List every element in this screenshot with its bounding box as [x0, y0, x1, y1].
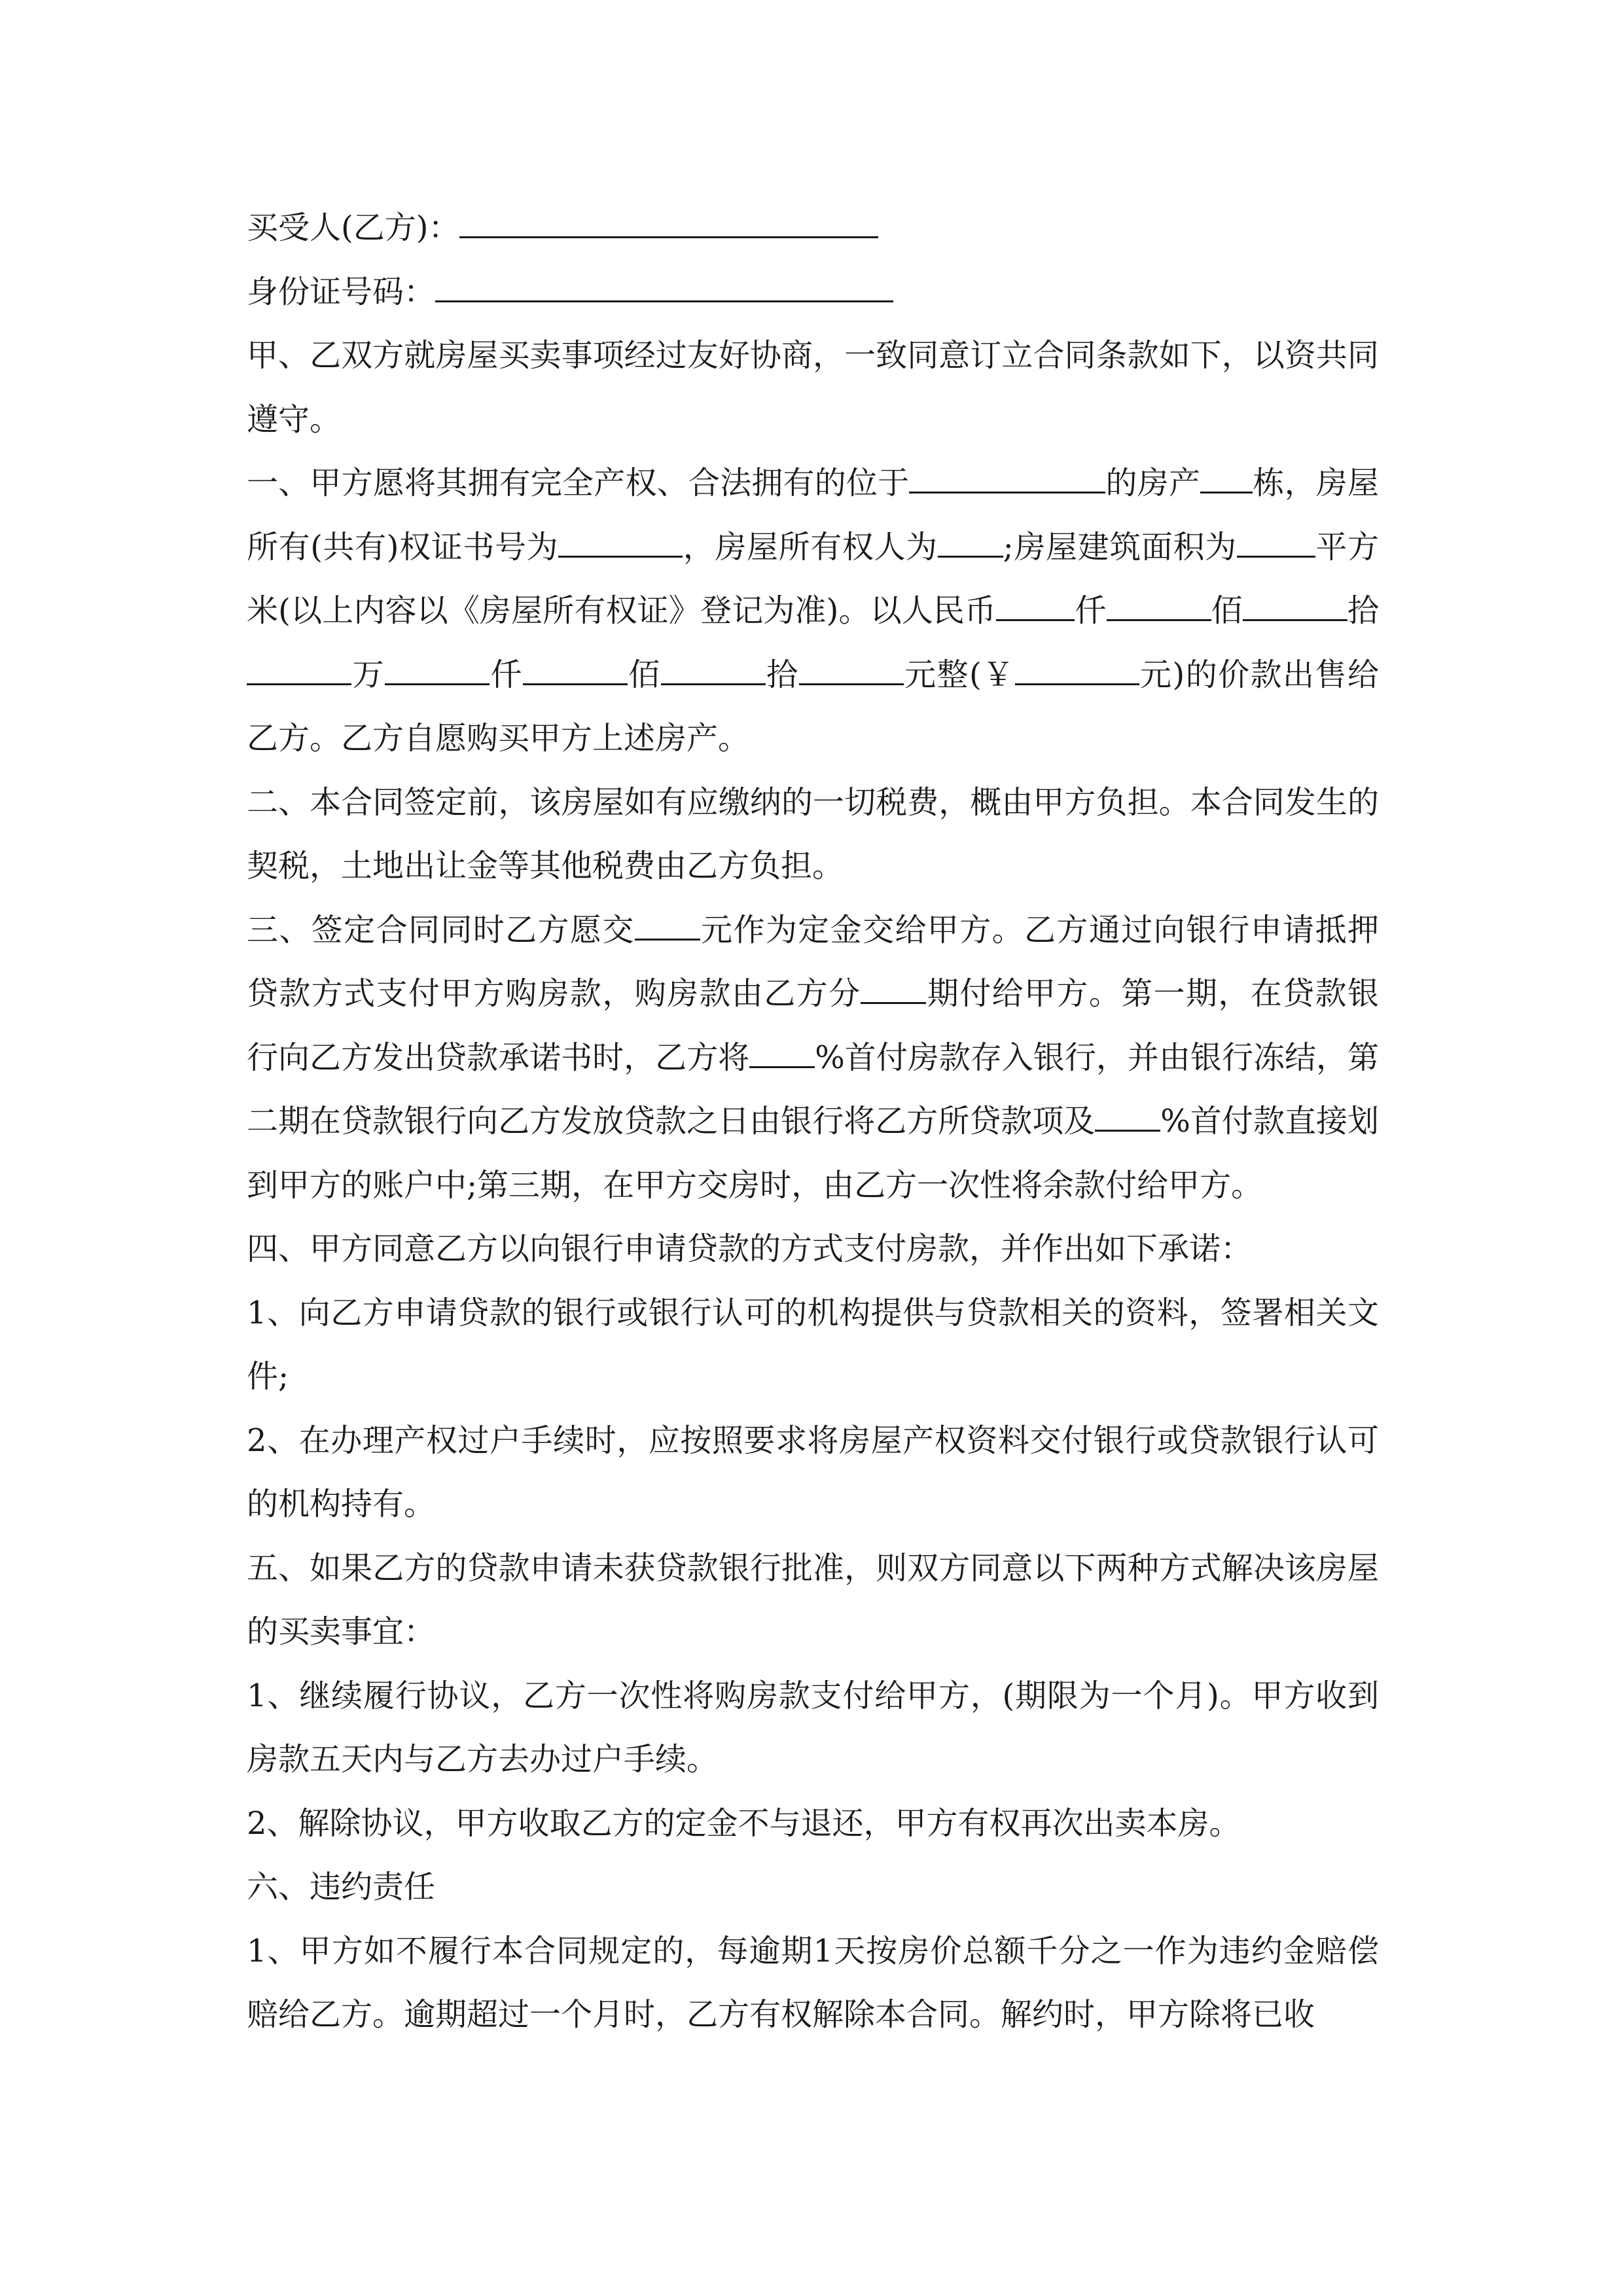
unit-yuan-yen: 元整(￥ — [903, 656, 1015, 693]
area-blank[interactable] — [1237, 527, 1315, 558]
article-5-item-2: 2、解除协议，甲方收取乙方的定金不与退还，甲方有权再次出卖本房。 — [247, 1804, 1241, 1842]
art1-text-1: 一、甲方愿将其拥有完全产权、合法拥有的位于 — [247, 465, 910, 501]
art1-text-7: 元)的价款出售给乙方。乙方自愿购买甲方上述房产。 — [247, 656, 1379, 757]
buyer-label: 买受人(乙方)： — [247, 209, 460, 246]
amount-blank-4[interactable] — [247, 655, 351, 685]
art1-text-6: 平方米(以上内容以《房屋所有权证》登记为准)。以人民币 — [247, 528, 1379, 629]
article-4-item-2: 2、在办理产权过户手续时，应按照要求将房屋产权资料交付银行或贷款银行认可的机构持有。 — [247, 1422, 1379, 1522]
id-number-blank[interactable] — [435, 272, 893, 302]
down-payment-percent-blank-2[interactable] — [1095, 1101, 1160, 1132]
art1-text-5: ;房屋建筑面积为 — [1003, 528, 1237, 565]
article-4-item-1: 1、向乙方申请贷款的银行或银行认可的机构提供与贷款相关的资料，签署相关文件; — [247, 1294, 1379, 1395]
amount-blank-8[interactable] — [799, 655, 904, 685]
certificate-number-blank[interactable] — [558, 527, 683, 558]
article-6-item-1: 1、甲方如不履行本合同规定的，每逾期1天按房价总额千分之一作为违约金赔偿赔给乙方。逾期超过一个月时，乙方有权解除本合同。解约时，甲方除将已收 — [247, 1932, 1379, 2033]
article-2: 二、本合同签定前，该房屋如有应缴纳的一切税费，概由甲方负担。本合同发生的契税，土地出让金等其他税费由乙方负担。 — [247, 783, 1379, 884]
art3-text-1: 三、签定合同同时乙方愿交 — [247, 911, 635, 948]
art3-text-4: %首付房款存入银行，并由银行冻结，第二期在贷款银行向乙方发放贷款之日由银行将乙方所贷款项及 — [247, 1039, 1379, 1139]
amount-figure-blank[interactable] — [1015, 655, 1139, 685]
id-label: 身份证号码： — [247, 273, 436, 310]
article-5-title: 五、如果乙方的贷款申请未获贷款银行批准，则双方同意以下两种方式解决该房屋的买卖事宜： — [247, 1549, 1379, 1650]
down-payment-percent-blank-1[interactable] — [749, 1037, 815, 1068]
art1-text-3: 栋，房屋所有(共有)权证书号为 — [247, 465, 1379, 565]
art1-text-4: ，房屋所有权人为 — [683, 528, 938, 565]
amount-blank-7[interactable] — [661, 655, 766, 685]
art3-text-5: %首付款直接划到甲方的账户中;第三期，在甲方交房时，由乙方一次性将余款付给甲方。 — [247, 1103, 1379, 1204]
art3-text-2: 元作为定金交给甲方。乙方通过向银行申请抵押贷款方式支付甲方购房款，购房款由乙方分 — [247, 911, 1379, 1012]
art3-text-3: 期付给甲方。第一期，在贷款银行向乙方发出贷款承诺书时，乙方将 — [247, 975, 1379, 1076]
art1-text-2: 的房产 — [1105, 465, 1201, 501]
building-blank[interactable] — [1200, 463, 1253, 493]
article-4-title: 四、甲方同意乙方以向银行申请贷款的方式支付房款，并作出如下承诺： — [247, 1230, 1253, 1267]
unit-shi-1: 拾 — [1347, 592, 1379, 629]
article-6-title: 六、违约责任 — [247, 1869, 436, 1905]
unit-qian-2: 仟 — [489, 656, 523, 693]
article-5-item-1: 1、继续履行协议，乙方一次性将购房款支付给甲方，(期限为一个月)。甲方收到房款五天内与乙方去办过户手续。 — [247, 1677, 1379, 1778]
intro-paragraph: 甲、乙双方就房屋买卖事项经过友好协商，一致同意订立合同条款如下，以资共同遵守。 — [247, 337, 1379, 438]
amount-blank-6[interactable] — [523, 655, 628, 685]
amount-blank-2[interactable] — [1107, 590, 1211, 621]
contract-body — [247, 196, 1379, 2047]
unit-wan: 万 — [351, 656, 385, 693]
id-number-line — [247, 260, 1379, 325]
unit-bai-1: 佰 — [1211, 592, 1243, 629]
unit-qian-1: 仟 — [1075, 592, 1107, 629]
amount-blank-5[interactable] — [385, 655, 490, 685]
unit-bai-2: 佰 — [627, 656, 661, 693]
amount-blank-1[interactable] — [996, 590, 1075, 621]
article-3 — [247, 899, 1379, 1218]
buyer-name-blank[interactable] — [459, 207, 878, 238]
buyer-line — [247, 196, 1379, 260]
installments-blank[interactable] — [861, 973, 926, 1004]
property-location-blank[interactable] — [909, 463, 1105, 493]
article-1 — [247, 452, 1379, 771]
deposit-blank[interactable] — [635, 910, 700, 941]
amount-blank-3[interactable] — [1243, 590, 1347, 621]
owner-blank[interactable] — [938, 527, 1003, 558]
unit-shi-2: 拾 — [765, 656, 799, 693]
